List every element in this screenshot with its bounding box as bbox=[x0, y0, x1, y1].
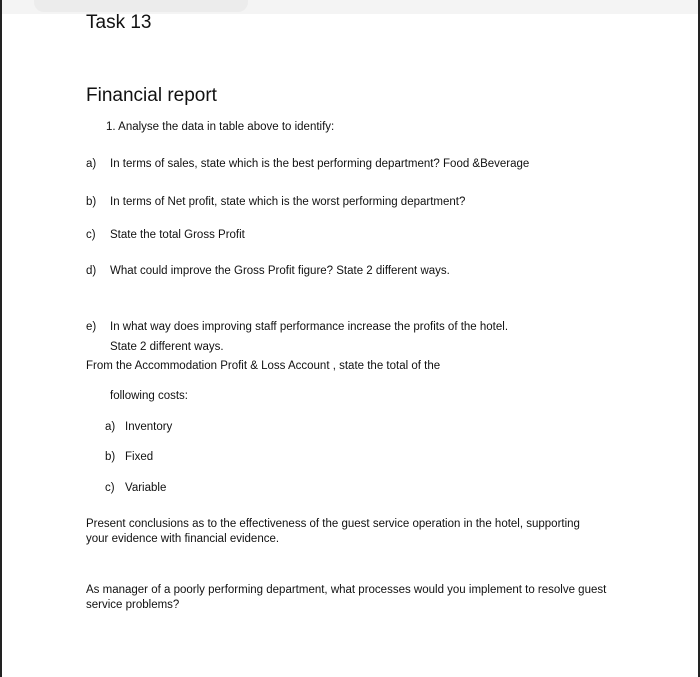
question-d bbox=[86, 265, 450, 277]
top-pill bbox=[34, 0, 248, 12]
cost-a-text: Inventory bbox=[125, 421, 173, 433]
cost-c-text: Variable bbox=[125, 482, 167, 494]
question-e bbox=[86, 321, 508, 333]
accommodation-intro: From the Accommodation Profit & Loss Account , state the total of the bbox=[86, 360, 441, 372]
cost-b-label: b) bbox=[105, 451, 116, 463]
question-b-label: b) bbox=[86, 196, 97, 208]
question-c-text: State the total Gross Profit bbox=[110, 229, 245, 241]
question-c-label: c) bbox=[86, 229, 96, 241]
question-a-label: a) bbox=[86, 158, 97, 170]
question-b bbox=[86, 196, 465, 208]
report-title: Financial report bbox=[86, 85, 217, 106]
following-costs: following costs: bbox=[110, 390, 188, 402]
question-b-text: In terms of Net profit, state which is the worst performing department? bbox=[110, 196, 466, 208]
question-e-label: e) bbox=[86, 321, 97, 333]
intro-line: 1. Analyse the data in table above to identify: bbox=[106, 121, 335, 133]
cost-b-text: Fixed bbox=[125, 451, 154, 463]
question-c bbox=[86, 229, 245, 241]
conclusions-paragraph: Present conclusions as to the effectiveness of the guest service operation in the hotel, supporting your evidence with financial evidence. bbox=[86, 518, 580, 545]
task-title: Task 13 bbox=[86, 12, 152, 33]
cost-a bbox=[105, 421, 172, 433]
cost-b bbox=[105, 451, 153, 463]
cost-a-label: a) bbox=[105, 421, 116, 433]
cost-c-label: c) bbox=[105, 482, 115, 494]
question-e-text: In what way does improving staff performance increase the profits of the hotel. bbox=[110, 321, 509, 333]
question-e-continuation: State 2 different ways. bbox=[110, 341, 224, 353]
question-a-text: In terms of sales, state which is the best performing department? Food &Beverage bbox=[110, 158, 530, 170]
question-d-label: d) bbox=[86, 265, 97, 277]
question-d-text: What could improve the Gross Profit figure? State 2 different ways. bbox=[110, 265, 450, 277]
cost-c bbox=[105, 482, 166, 494]
manager-question: As manager of a poorly performing department, what processes would you implement to resolve guest service problems? bbox=[86, 584, 607, 611]
question-a bbox=[86, 158, 529, 170]
left-border bbox=[0, 0, 2, 677]
